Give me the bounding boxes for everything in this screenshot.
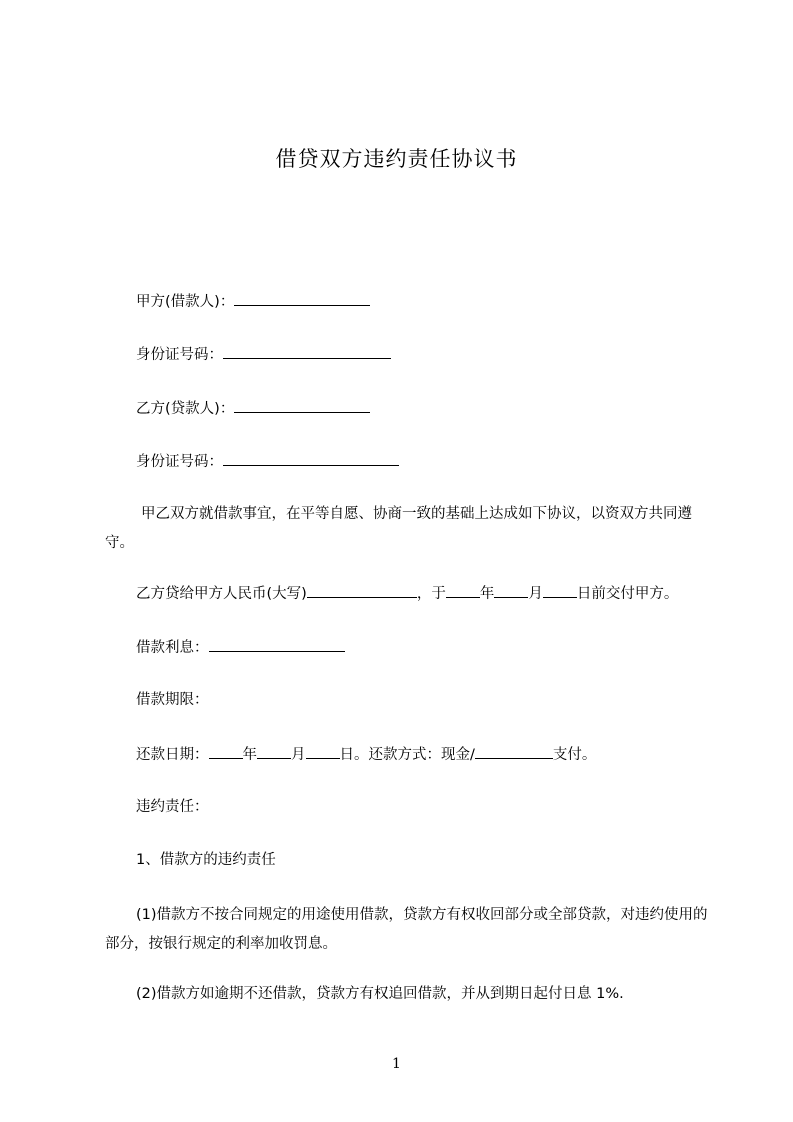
repay-day-blank[interactable]: [306, 744, 340, 759]
id-b-label: 身份证号码：: [136, 454, 223, 470]
repay-year-blank[interactable]: [209, 744, 243, 759]
loan-day-blank[interactable]: [543, 583, 577, 598]
repay-month-blank[interactable]: [257, 744, 291, 759]
id-a-blank[interactable]: [223, 344, 391, 359]
page-number: 1: [392, 1056, 401, 1072]
loan-year: 年: [479, 586, 495, 602]
interest-label: 借款利息：: [136, 640, 209, 656]
repay-method-blank[interactable]: [475, 744, 553, 759]
interest-blank[interactable]: [209, 637, 345, 652]
party-a-label: 甲方(借款人)：: [136, 294, 235, 310]
id-a-label: 身份证号码：: [136, 347, 223, 363]
party-a-blank[interactable]: [234, 291, 370, 306]
section-1-heading: 1、借款方的违约责任: [136, 852, 276, 868]
clause-2: (2)借款方如逾期不还借款，贷款方有权追回借款，并从到期日起付日息 1%.: [136, 986, 624, 1002]
loan-prefix: 乙方贷给甲方人民币(大写): [136, 586, 307, 602]
party-b-label: 乙方(贷款人)：: [136, 401, 235, 417]
id-b-line: [136, 451, 399, 472]
clause-1: (1)借款方不按合同规定的用途使用借款，贷款方有权收回部分或全部贷款，对违约使用的部分，按银行规定的利率加收罚息。: [105, 907, 708, 952]
loan-amount-blank[interactable]: [307, 583, 417, 598]
loan-suffix: 日前交付甲方。: [576, 586, 679, 602]
term-line: [136, 690, 209, 710]
loan-year-blank[interactable]: [446, 583, 480, 598]
repay-year: 年: [242, 747, 257, 763]
repay-end: 支付。: [552, 747, 597, 763]
repay-day-method: 日。还款方式：现金/: [339, 747, 475, 763]
party-a-line: [136, 291, 370, 312]
term-label: 借款期限：: [136, 692, 209, 708]
id-b-blank[interactable]: [223, 451, 399, 466]
document-title: 借贷双方违约责任协议书: [275, 147, 518, 171]
repay-label: 还款日期：: [136, 747, 209, 763]
party-b-line: [136, 398, 370, 419]
loan-month: 月: [528, 586, 543, 602]
repay-line: [136, 744, 596, 765]
id-a-line: [136, 344, 391, 365]
breach-heading: 违约责任：: [136, 799, 209, 815]
loan-yu: ，于: [416, 586, 446, 602]
loan-line: [136, 583, 678, 604]
intro-paragraph: 甲乙双方就借款事宜，在平等自愿、协商一致的基础上达成如下协议，以资双方共同遵守。: [105, 506, 692, 551]
party-b-blank[interactable]: [234, 398, 370, 413]
repay-month: 月: [291, 747, 306, 763]
interest-line: [136, 637, 345, 658]
loan-month-blank[interactable]: [494, 583, 528, 598]
